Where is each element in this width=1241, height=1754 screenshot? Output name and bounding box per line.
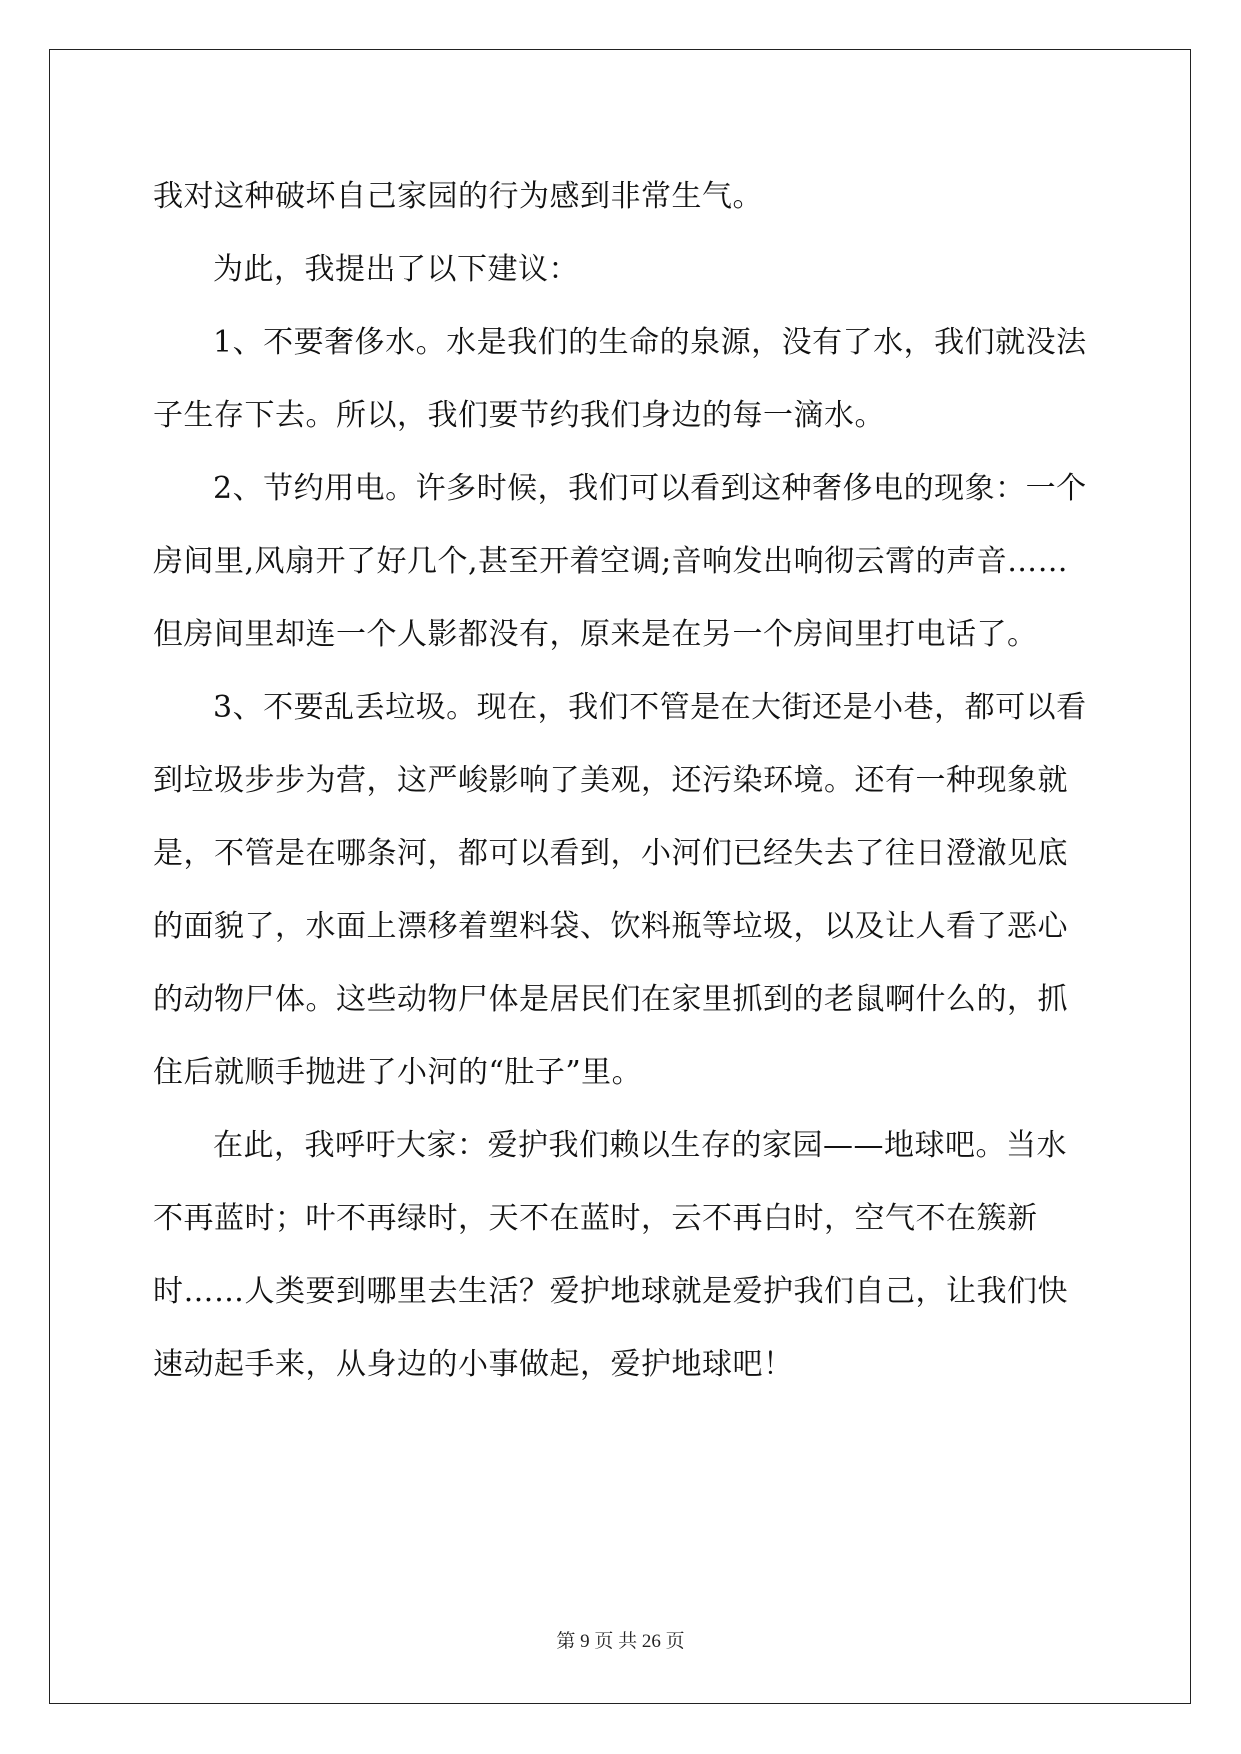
text-line: 时……人类要到哪里去生活？爱护地球就是爱护我们自己，让我们快 xyxy=(153,1274,1068,1309)
text-line: 是，不管是在哪条河，都可以看到，小河们已经失去了往日澄澈见底 xyxy=(153,836,1068,871)
document-body xyxy=(153,160,1093,1401)
text-line: 房间里,风扇开了好几个,甚至开着空调;音响发出响彻云霄的声音…… xyxy=(153,544,1069,579)
text-line: 2、节约用电。许多时候，我们可以看到这种奢侈电的现象：一个 xyxy=(213,471,1087,506)
text-line: 在此，我呼吁大家：爱护我们赖以生存的家园——地球吧。当水 xyxy=(213,1128,1067,1163)
text-line: 为此，我提出了以下建议： xyxy=(213,252,579,287)
text-line: 住后就顺手抛进了小河的“肚子”里。 xyxy=(153,1055,643,1090)
text-line: 到垃圾步步为营，这严峻影响了美观，还污染环境。还有一种现象就 xyxy=(153,763,1068,798)
text-line: 速动起手来，从身边的小事做起，爱护地球吧！ xyxy=(153,1347,794,1382)
text-line: 我对这种破坏自己家园的行为感到非常生气。 xyxy=(153,179,763,214)
text-line: 不再蓝时；叶不再绿时，天不在蓝时，云不再白时，空气不在簇新 xyxy=(153,1201,1038,1236)
text-line: 的面貌了，水面上漂移着塑料袋、饮料瓶等垃圾，以及让人看了恶心 xyxy=(153,909,1068,944)
text-line: 子生存下去。所以，我们要节约我们身边的每一滴水。 xyxy=(153,398,885,433)
text-line: 但房间里却连一个人影都没有，原来是在另一个房间里打电话了。 xyxy=(153,617,1038,652)
text-line: 1、不要奢侈水。水是我们的生命的泉源，没有了水，我们就没法 xyxy=(213,325,1087,360)
text-line: 3、不要乱丢垃圾。现在，我们不管是在大街还是小巷，都可以看 xyxy=(213,690,1087,725)
text-line: 的动物尸体。这些动物尸体是居民们在家里抓到的老鼠啊什么的，抓 xyxy=(153,982,1068,1017)
page-number-footer: 第 9 页 共 26 页 xyxy=(556,1631,685,1652)
